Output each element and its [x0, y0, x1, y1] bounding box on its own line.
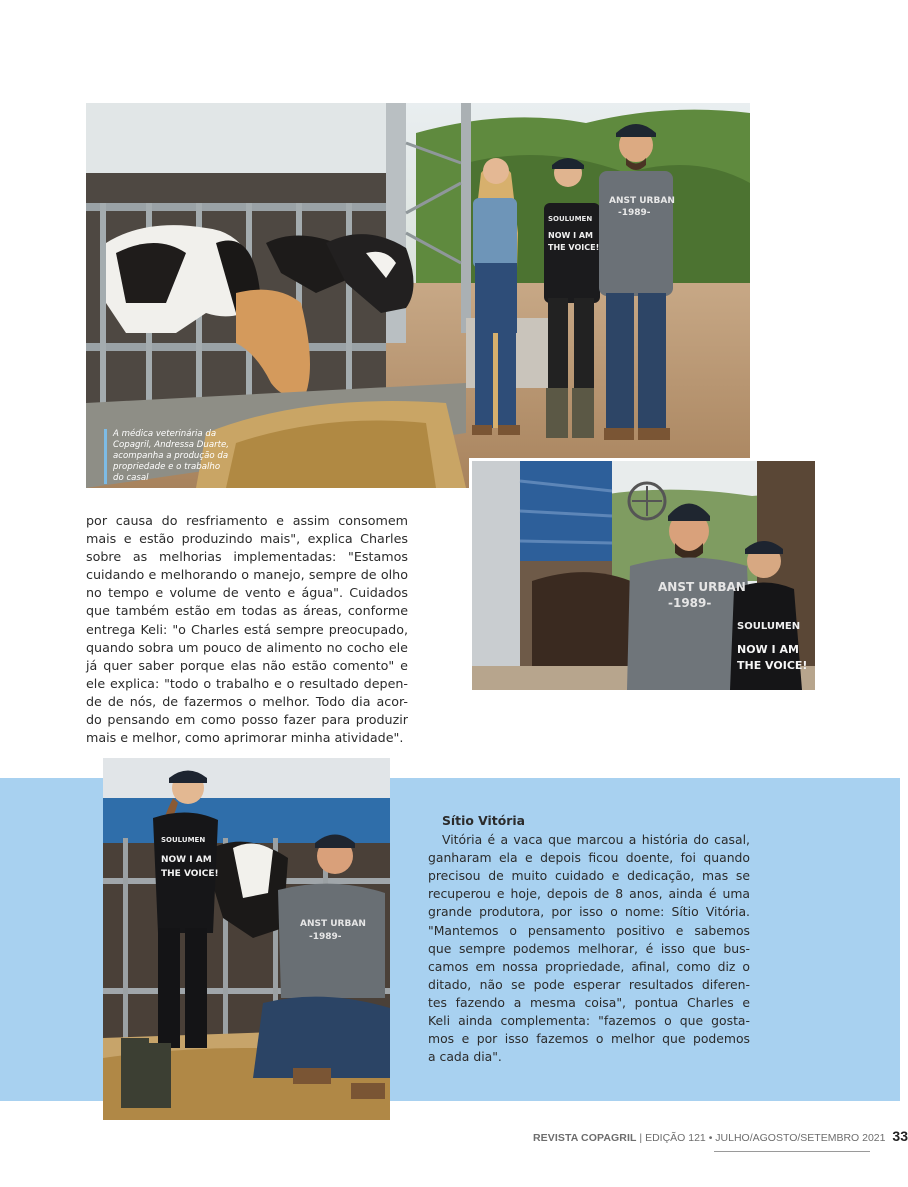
caption-line: A médica veterinária da — [113, 429, 217, 439]
article-line: de de nós, de fazermos o melhor. Todo dia acor- — [86, 693, 408, 709]
sidebar-line: ganharam ela e depois ficou doente, foi quando — [428, 850, 750, 866]
article-line: ele explica: "todo o trabalho e o resultado depen- — [86, 675, 408, 691]
shirt-text-soulumen: SOULUMEN — [161, 836, 206, 844]
article-line: já quer saber porque elas não estão comento" e — [86, 657, 408, 673]
footer-rule — [714, 1151, 870, 1152]
article-line: quando sobra um pouco de alimento no cocho ele — [86, 639, 408, 655]
sidebar-line: mos e por isso fazemos o melhor que podemos — [428, 1031, 750, 1047]
shirt-text-now-i-am: NOW I AM — [161, 855, 212, 865]
sidebar-line: a cada dia". — [428, 1049, 502, 1065]
photo-caption — [104, 429, 263, 484]
sidebar-line: precisou de muito cuidado e dedicação, mas se — [428, 868, 750, 884]
shirt-text-soulumen: SOULUMEN — [548, 215, 593, 223]
shirt-text-the-voice: THE VOICE! — [161, 869, 219, 879]
shirt-text-soulumen: SOULUMEN — [737, 621, 801, 632]
shirt-text-now-i-am: NOW I AM — [737, 643, 799, 656]
caption-line: acompanha a produção da — [113, 451, 229, 461]
article-line: mais e estão produzindo mais", explica Charles — [86, 531, 408, 547]
footer-period: JULHO/AGOSTO/SETEMBRO 2021 — [715, 1132, 886, 1144]
photo-couple-with-cow — [103, 758, 390, 1120]
article-line: do pensando em como posso fazer para produzir — [86, 712, 408, 728]
article-line: cuidando e melhorando o manejo, sempre de olho — [86, 567, 408, 583]
sidebar-line: recuperou e hoje, depois de 8 anos, ainda é uma — [428, 886, 750, 902]
footer-separator: | — [639, 1132, 646, 1144]
caption-line: do casal — [113, 473, 149, 483]
sidebar-heading: Sítio Vitória — [442, 813, 525, 828]
article-line: no tempo e volume de vento e água". Cuidados — [86, 585, 408, 601]
footer-bullet: • — [708, 1132, 716, 1144]
page-number: 33 — [892, 1128, 908, 1144]
footer-magazine: REVISTA COPAGRIL — [533, 1132, 637, 1144]
shirt-text-1989: -1989- — [618, 208, 651, 218]
sidebar-sitio-vitoria — [428, 812, 750, 1066]
shirt-text-anst-urban: ANST URBAN — [300, 919, 366, 929]
shirt-text-now-i-am: NOW I AM — [548, 231, 594, 240]
sidebar-line: ditado, não se pode esperar resultados diferen- — [428, 976, 750, 992]
sidebar-line: que sempre podemos melhorar, é isso que bus- — [428, 940, 750, 956]
sidebar-line: Vitória é a vaca que marcou a história do casal, — [442, 832, 750, 848]
sidebar-line: grande produtora, por isso o nome: Sítio Vitória. — [428, 904, 750, 920]
article-line: que também estão em todas as áreas, conforme — [86, 603, 408, 619]
article-line: entrega Keli: "o Charles está sempre preocupado, — [86, 621, 408, 637]
shirt-text-anst-urban: ANST URBAN — [609, 196, 675, 206]
article-line: por causa do resfriamento e assim consomem — [86, 513, 408, 528]
shirt-text-1989: -1989- — [309, 932, 342, 942]
shirt-text-1989: -1989- — [668, 596, 712, 610]
page-footer — [533, 1128, 908, 1144]
sidebar-line: Keli ainda complementa: "fazemos o que gosta- — [428, 1013, 750, 1029]
article-body — [86, 512, 408, 747]
caption-line: propriedade e o trabalho — [113, 462, 221, 472]
shirt-text-the-voice: THE VOICE! — [548, 243, 600, 252]
shirt-text-the-voice: THE VOICE! — [737, 659, 808, 672]
article-line: sobre as melhorias implementadas: "Estamos — [86, 549, 408, 565]
sidebar-line: tes fazendo a mesma coisa", pontua Charles e — [428, 994, 750, 1010]
shirt-text-anst-urban: ANST URBAN — [658, 580, 746, 594]
photo-couple-cattle-truck — [469, 458, 818, 693]
article-line: mais e melhor, como aprimorar minha atividade". — [86, 730, 404, 746]
sidebar-line: "Mantemos o pensamento positivo e sabemos — [428, 922, 750, 938]
footer-edition: EDIÇÃO 121 — [645, 1132, 706, 1144]
caption-line: Copagril, Andressa Duarte, — [113, 440, 230, 450]
sidebar-line: camos em nossa propriedade, afinal, como diz o — [428, 958, 750, 974]
